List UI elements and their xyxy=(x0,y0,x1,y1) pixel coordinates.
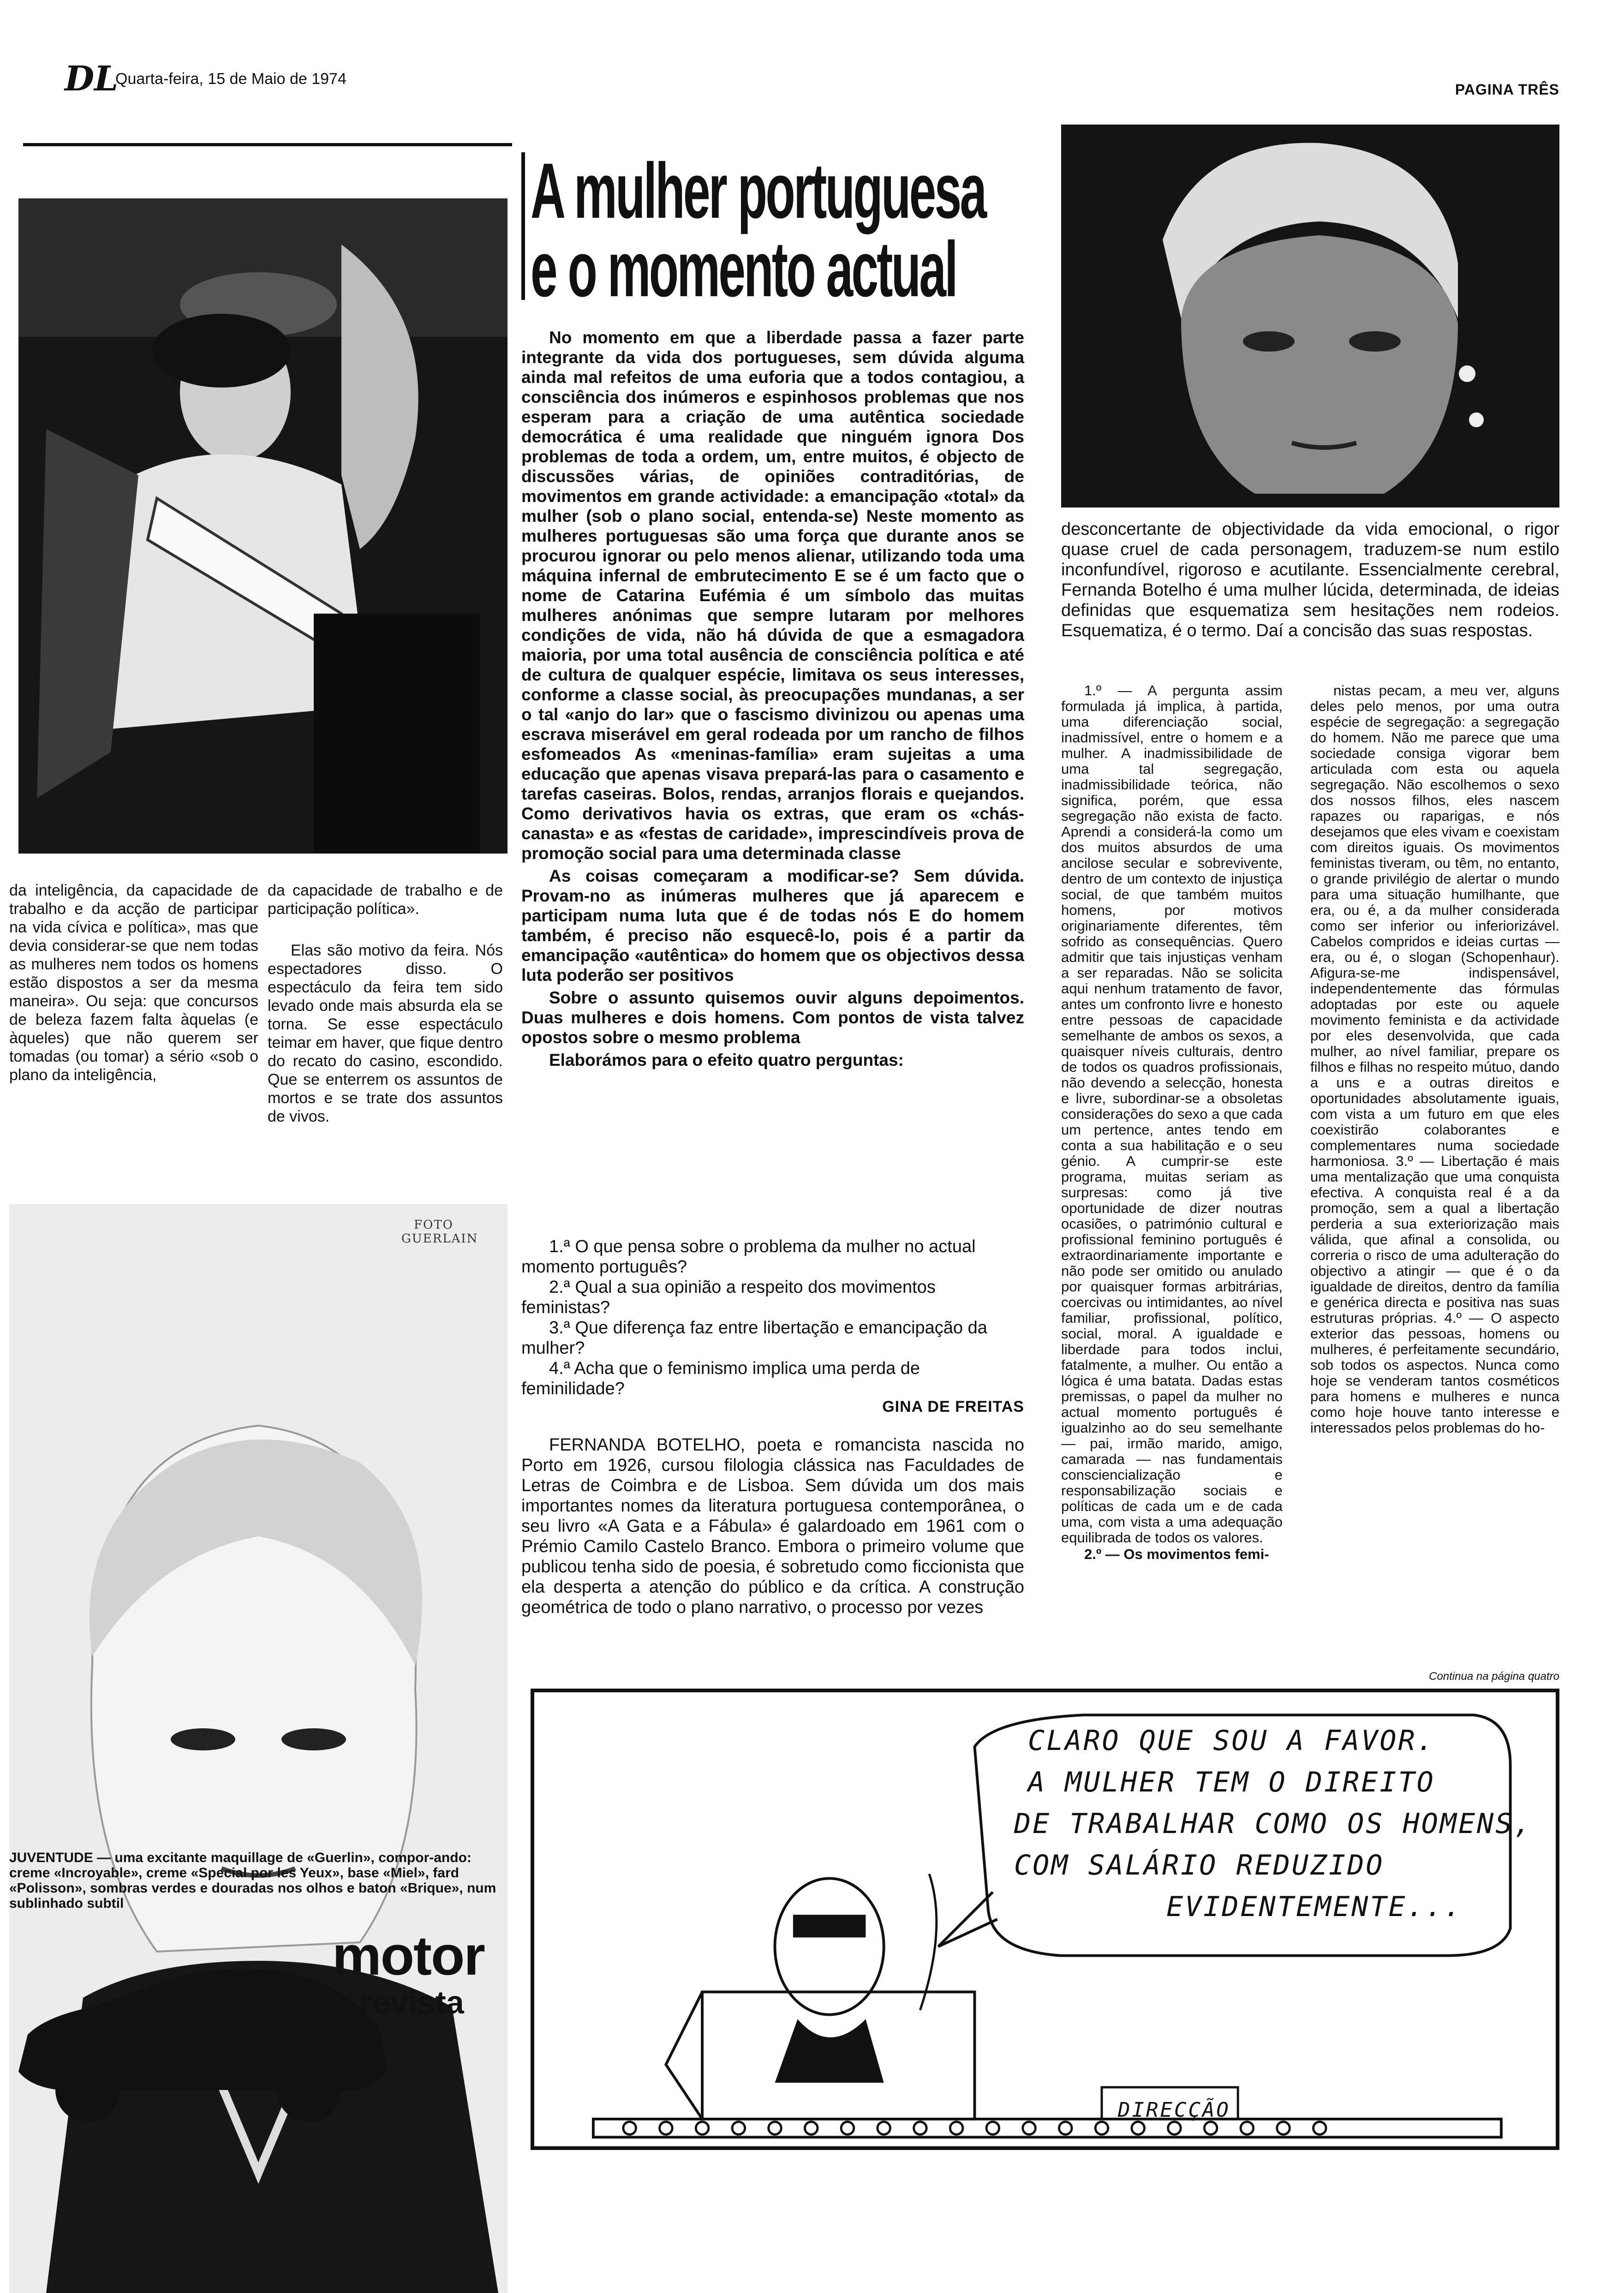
left-column-text-a: da inteligência, da capacidade de trabalho e da acção de participar na vida cívica e política», mas que devia considerar-se que nem todas as mulheres nem todos os homens estão dispostos a ser da mesma maneira». Ou seja: que concursos de beleza fazem falta àquelas (e àqueles) que não querem ser tomadas (ou tomar) a sério «sob o plano da inteligência, xyxy=(9,882,258,1084)
lead-paragraph-4: Elaborámos para o efeito quatro perguntas: xyxy=(549,1051,904,1069)
bio-paragraph: FERNANDA BOTELHO, poeta e romancista nascida no Porto em 1926, cursou filologia clássica nas Faculdades de Letras de Coimbra e de Lisboa. Sem dúvida um dos mais importantes nomes da literatura portuguesa contemporânea, o seu livro «A Gata e a Fábula» é galardoado em 1961 com o Prémio Camilo Castelo Branco. Embora o primeiro volume que publicou tenha sido de poesia, é sobretudo como ficcionista que ela desperta a atenção do público e da crítica. A construção geométrica de todo o plano narrativo, o processo por vezes xyxy=(521,1435,1024,1617)
question-3: 3.ª Que diferença faz entre libertação e emancipação da mulher? xyxy=(521,1318,987,1358)
answers-col2-text: nistas pecam, a meu ver, alguns deles pelo menos, por uma outra espécie de segregação: a segregação do homem. Não me parece que uma sociedade consiga vigorar bem articulada com esta ou aquela segregação. Não escolhemos o sexo dos nossos filhos, eles nascem rapazes ou raparigas, e nós desejamos que eles vivam e coexistam com direitos iguais. Os movimentos feministas tiveram, ou têm, no entanto, o grande privilégio de alertar o mundo para uma situação humilhante, que era, ou é, a da mulher considerada como ser inferior ou inferiorizável. Cabelos compridos e ideias curtas — era, ou é, o slogan (Schopenhaur). Afigura-se-me indispensável, independentemente das fórmulas adoptadas por este ou aquele movimento feminista e da actividade por eles desenvolvida, que cada mulher, ao nível familiar, prepare os filhos e filhas no respeito mútuo, dando a uns e a outras direitos e oportunidades absolutamente iguais, com vista a um futuro em que eles coexistirão colaborantes e complementares numa sociedade harmoniosa. 3.º — Libertação é mais uma mentalização que uma conquista efectiva. A conquista real é a da promoção, sem a qual a libertação perderia a sua exteriorização mais válida, que afinal a consolida, ou correria o risco de uma adulteração do objectivo a atingir — que é o da igualdade de direitos, dentro da família e genérica directa e positiva nas suas estruturas próprias. 4.º — O aspecto exterior das pessoas, homens ou mulheres, é perfeitamente secundário, sob todos os aspectos. Nunca como hoje se venderam tantos cosméticos para homens e mulheres e nunca como hoje houve tanto interesse e interessados pelos problemas do ho- xyxy=(1310,682,1559,1436)
answers-col1-text: 1.º — A pergunta assim formulada já implica, à partida, uma diferenciação social, inadmissível, entre o homem e a mulher. A inadmissibilidade de uma tal segregação, inadmissibilidade teórica, não significa, porém, que essa segregação não exista de facto. Aprendi a considerá-la como um dos muitos absurdos de uma ancilose secular e sobrevivente, dentro de um contexto de injustiça social, de que também muitos homens, por motivos originariamente diferentes, têm sofrido as consequências. Quero admitir que tais injustiças venham a ser reparadas. Não se solicita aqui nenhum tratamento de favor, antes um confronto livre e honesto entre pessoas de capacidade semelhante de ambos os sexos, a quaisquer níveis culturais, dentro de todos os quadros profissionais, não devendo a selecção, honesta e livre, subordinar-se a obsoletas considerações do sexo a que cada um pertence, antes tendo em conta a sua habilitação e o seu génio. A cumprir-se este programa, muitas seriam as surpresas: como já tive oportunidade de dizer noutras ocasiões, o património cultural e profissional feminino português é extraordinariamente importante e não pode ser omitido ou anulado por quaisquer formas arbitrárias, coercivas ou intimidantes, ao nível familiar, profissional, político, social, moral. A igualdade e liberdade para todos inclui, fatalmente, a mulher. Ou então a lógica é uma batata. Dadas estas premissas, o papel da mulher no actual momento português é igualzinho ao do seu semelhante — pai, irmão marido, amigo, camarada — nas fundamentais consciencialização e responsabilização sociais e políticas de cada um e de cada uma, com vista a uma adequação equilibrada de todos os valores. xyxy=(1061,682,1283,1546)
question-2: 2.ª Qual a sua opinião a respeito dos movimentos feministas? xyxy=(521,1278,936,1317)
headline-rule xyxy=(521,152,525,300)
article-byline: GINA DE FREITAS xyxy=(882,1398,1024,1415)
speech-line-1: CLARO QUE SOU A FAVOR. xyxy=(1028,1725,1435,1757)
author-bio xyxy=(521,1435,1024,1618)
question-list xyxy=(521,1236,1024,1399)
speech-line-2: A MULHER TEM O DIREITO xyxy=(1028,1766,1435,1798)
lead-paragraph-2: As coisas começaram a modificar-se? Sem dúvida. Provam-no as inúmeras mulheres que já aparecem e participam numa luta que é de todas nós E do homem também, é preciso não esquecê-lo, pois é a partir da emancipação «autêntica» do homem que os objectivos dessa luta poderão ser positivos xyxy=(521,866,1024,985)
left-column-text-b: da capacidade de trabalho e de participação política». xyxy=(268,882,503,918)
speech-line-3: DE TRABALHAR COMO OS HOMENS, xyxy=(1014,1808,1533,1840)
question-1: 1.ª O que pensa sobre o problema da mulher no actual momento português? xyxy=(521,1237,976,1277)
photo-credit: FOTO GUERLAIN xyxy=(401,1218,478,1246)
photo-beauty-queen xyxy=(18,198,508,854)
bio-continuation: desconcertante de objectividade da vida emocional, o rigor quase cruel de cada personagem, traduzem-se num estilo inconfundível, rigoroso e acutilante. Essencialmente cerebral, Fernanda Botelho é uma mulher lúcida, determinada, de ideias definidas que esquematiza sem hesitações nem rodeios. Esquematiza, é o termo. Daí a concisão das suas respostas. xyxy=(1061,520,1559,640)
headline-line-2: e o momento actual xyxy=(531,226,956,313)
ad-word-motor: motor xyxy=(332,1925,484,1987)
speech-line-5: EVIDENTEMENTE... xyxy=(1166,1891,1463,1923)
desk-sign: DIRECÇÃO xyxy=(1118,2098,1230,2122)
cartoon-panel xyxy=(531,1689,1559,2150)
ad-word-revista: revista xyxy=(360,1984,464,2020)
newspaper-logo: DL xyxy=(65,59,119,99)
issue-date: Quarta-feira, 15 de Maio de 1974 xyxy=(115,70,346,88)
photo-fernanda-botelho xyxy=(1061,125,1559,508)
answers-column-2 xyxy=(1310,683,1559,1437)
article-lead xyxy=(521,328,1024,1073)
lead-paragraph-1: No momento em que a liberdade passa a fazer parte integrante da vida dos portugueses, sem dúvida alguma ainda mal refeitos de uma euforia que a todos contagiou, a consciência dos inúmeros e espinhosos problemas que nos esperam para a criação de uma autêntica sociedade democrática é uma realidade que ninguém ignora Dos problemas de toda a ordem, um, entre muitos, é objecto de discussões várias, de opiniões contraditórias, de movimentos em grande actividade: a emancipação «total» da mulher (sob o plano social, entenda-se) Neste momento as mulheres portuguesas são uma força que durante anos se procurou ignorar ou pelo menos alienar, utilizando toda uma máquina infernal de embrutecimento E se é um facto que o nome de Catarina Eufémia é um símbolo das muitas mulheres anónimas que sempre lutaram por melhores condições de vida, não há dúvida de que a esmagadora maioria, por uma total ausência de consciência política e até de cultura de qualquer espécie, limitava os seus interesses, conforme a classe social, às preocupações mundanas, a ser o tal «anjo do lar» que o fascismo divinizou ou apenas uma escrava miserável em geral rodeada por um rancho de filhos esfomeados As «meninas-família» eram sujeitas a uma educação que apenas visava prepará-las para o casamento e tarefas caseiras. Bolos, rendas, arranjos florais e quejandos. Como derivativos havia os extras, que eram os «chás-canasta» e as «festas de caridade», imprescindíveis prova de promoção social para uma determinada classe xyxy=(521,328,1024,863)
motor-revista-ad xyxy=(9,1915,508,2145)
lead-paragraph-3: Sobre o assunto quisemos ouvir alguns depoimentos. Duas mulheres e dois homens. Com pontos de vista talvez opostos sobre o mesmo problema xyxy=(521,988,1024,1047)
headline-line-1: A mulher portuguesa xyxy=(531,147,985,235)
top-rule-left xyxy=(23,143,512,146)
speech-line-4: COM SALÁRIO REDUZIDO xyxy=(1014,1849,1385,1881)
continued-note: Continua na página quatro xyxy=(1429,1670,1559,1683)
left-column-text-c: Elas são motivo da feira. Nós espectadores disso. O espectáculo da feira tem sido levado onde mais absurda ela se torna. Se esse espectáculo teimar em haver, que fique dentro do recato do casino, escondido. Que se enterrem os assuntos de mortos e se trate dos assuntos de vivos. xyxy=(268,942,503,1125)
answers-column-1 xyxy=(1061,683,1283,1563)
page-label: PAGINA TRÊS xyxy=(1455,81,1559,98)
answers-col1-tail: 2.º — Os movimentos femi- xyxy=(1084,1546,1269,1562)
photo-caption: JUVENTUDE — uma excitante maquillage de «Guerlin», compor-ando: creme «Incroyable», creme «Special por les Yeux», base «Miel», fard «Polisson», sombras verdes e douradas nos olhos e baton «Brique», num sublinhado subtil xyxy=(9,1850,496,1911)
question-4: 4.ª Acha que o feminismo implica uma perda de feminilidade? xyxy=(521,1359,920,1398)
